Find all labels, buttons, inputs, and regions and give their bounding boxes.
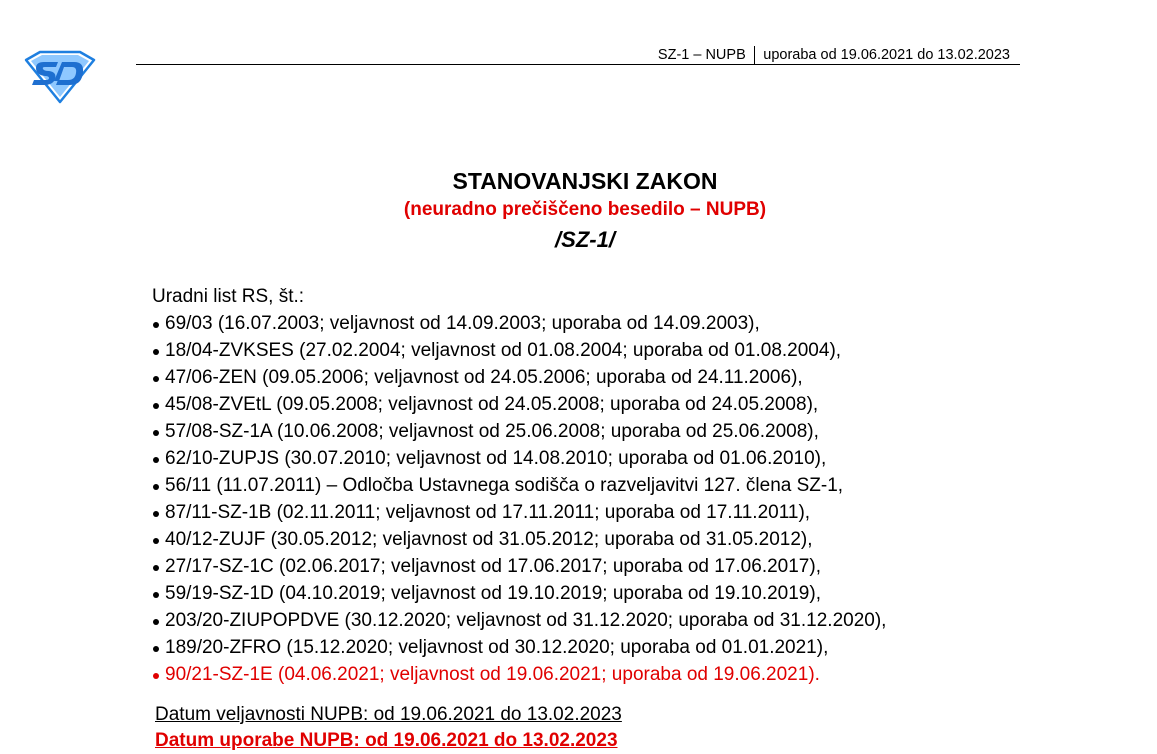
list-item: 18/04-ZVKSES (27.02.2004; veljavnost od 01.08.2004; uporaba od 01.08.2004), (152, 337, 886, 364)
validity-date: Datum veljavnosti NUPB: od 19.06.2021 do 13.02.2023 (155, 704, 622, 725)
sd-shield-logo-icon (22, 48, 96, 104)
list-item-latest: 90/21-SZ-1E (04.06.2021; veljavnost od 19.06.2021; uporaba od 19.06.2021). (152, 661, 886, 688)
nupb-dates (155, 702, 622, 754)
header-doc-code: SZ-1 – NUPB (657, 46, 746, 63)
document-subtitle: (neuradno prečiščeno besedilo – NUPB) (403, 199, 767, 220)
list-item: 45/08-ZVEtL (09.05.2008; veljavnost od 24.05.2008; uporaba od 24.05.2008), (152, 391, 886, 418)
header-separator (754, 46, 756, 65)
list-item: 57/08-SZ-1A (10.06.2008; veljavnost od 25.06.2008; uporaba od 25.06.2008), (152, 418, 886, 445)
amendment-list (152, 310, 886, 688)
list-item: 27/17-SZ-1C (02.06.2017; veljavnost od 17.06.2017; uporaba od 17.06.2017), (152, 553, 886, 580)
list-item: 203/20-ZIUPOPDVE (30.12.2020; veljavnost od 31.12.2020; uporaba od 31.12.2020), (152, 607, 886, 634)
list-item: 47/06-ZEN (09.05.2006; veljavnost od 24.05.2006; uporaba od 24.11.2006), (152, 364, 886, 391)
page-header (658, 45, 1010, 64)
document-code: /SZ-1/ (555, 227, 615, 252)
list-item: 189/20-ZFRO (15.12.2020; veljavnost od 30.12.2020; uporaba od 01.01.2021), (152, 634, 886, 661)
list-item: 87/11-SZ-1B (02.11.2011; veljavnost od 17.11.2011; uporaba od 17.11.2011), (152, 499, 886, 526)
list-item: 40/12-ZUJF (30.05.2012; veljavnost od 31.05.2012; uporaba od 31.05.2012), (152, 526, 886, 553)
title-block (0, 166, 1157, 256)
list-item: 59/19-SZ-1D (04.10.2019; veljavnost od 19.10.2019; uporaba od 19.10.2019), (152, 580, 886, 607)
document-title: STANOVANJSKI ZAKON (452, 168, 718, 194)
header-usage-period: uporaba od 19.06.2021 do 13.02.2023 (763, 46, 1010, 63)
gazette-label: Uradni list RS, št.: (152, 286, 305, 307)
gazette-list (152, 283, 886, 688)
usage-date: Datum uporabe NUPB: od 19.06.2021 do 13.02.2023 (155, 730, 618, 751)
header-rule (136, 64, 1020, 65)
list-item: 56/11 (11.07.2011) – Odločba Ustavnega sodišča o razveljavitvi 127. člena SZ-1, (152, 472, 886, 499)
list-item: 69/03 (16.07.2003; veljavnost od 14.09.2003; uporaba od 14.09.2003), (152, 310, 886, 337)
list-item: 62/10-ZUPJS (30.07.2010; veljavnost od 14.08.2010; uporaba od 01.06.2010), (152, 445, 886, 472)
